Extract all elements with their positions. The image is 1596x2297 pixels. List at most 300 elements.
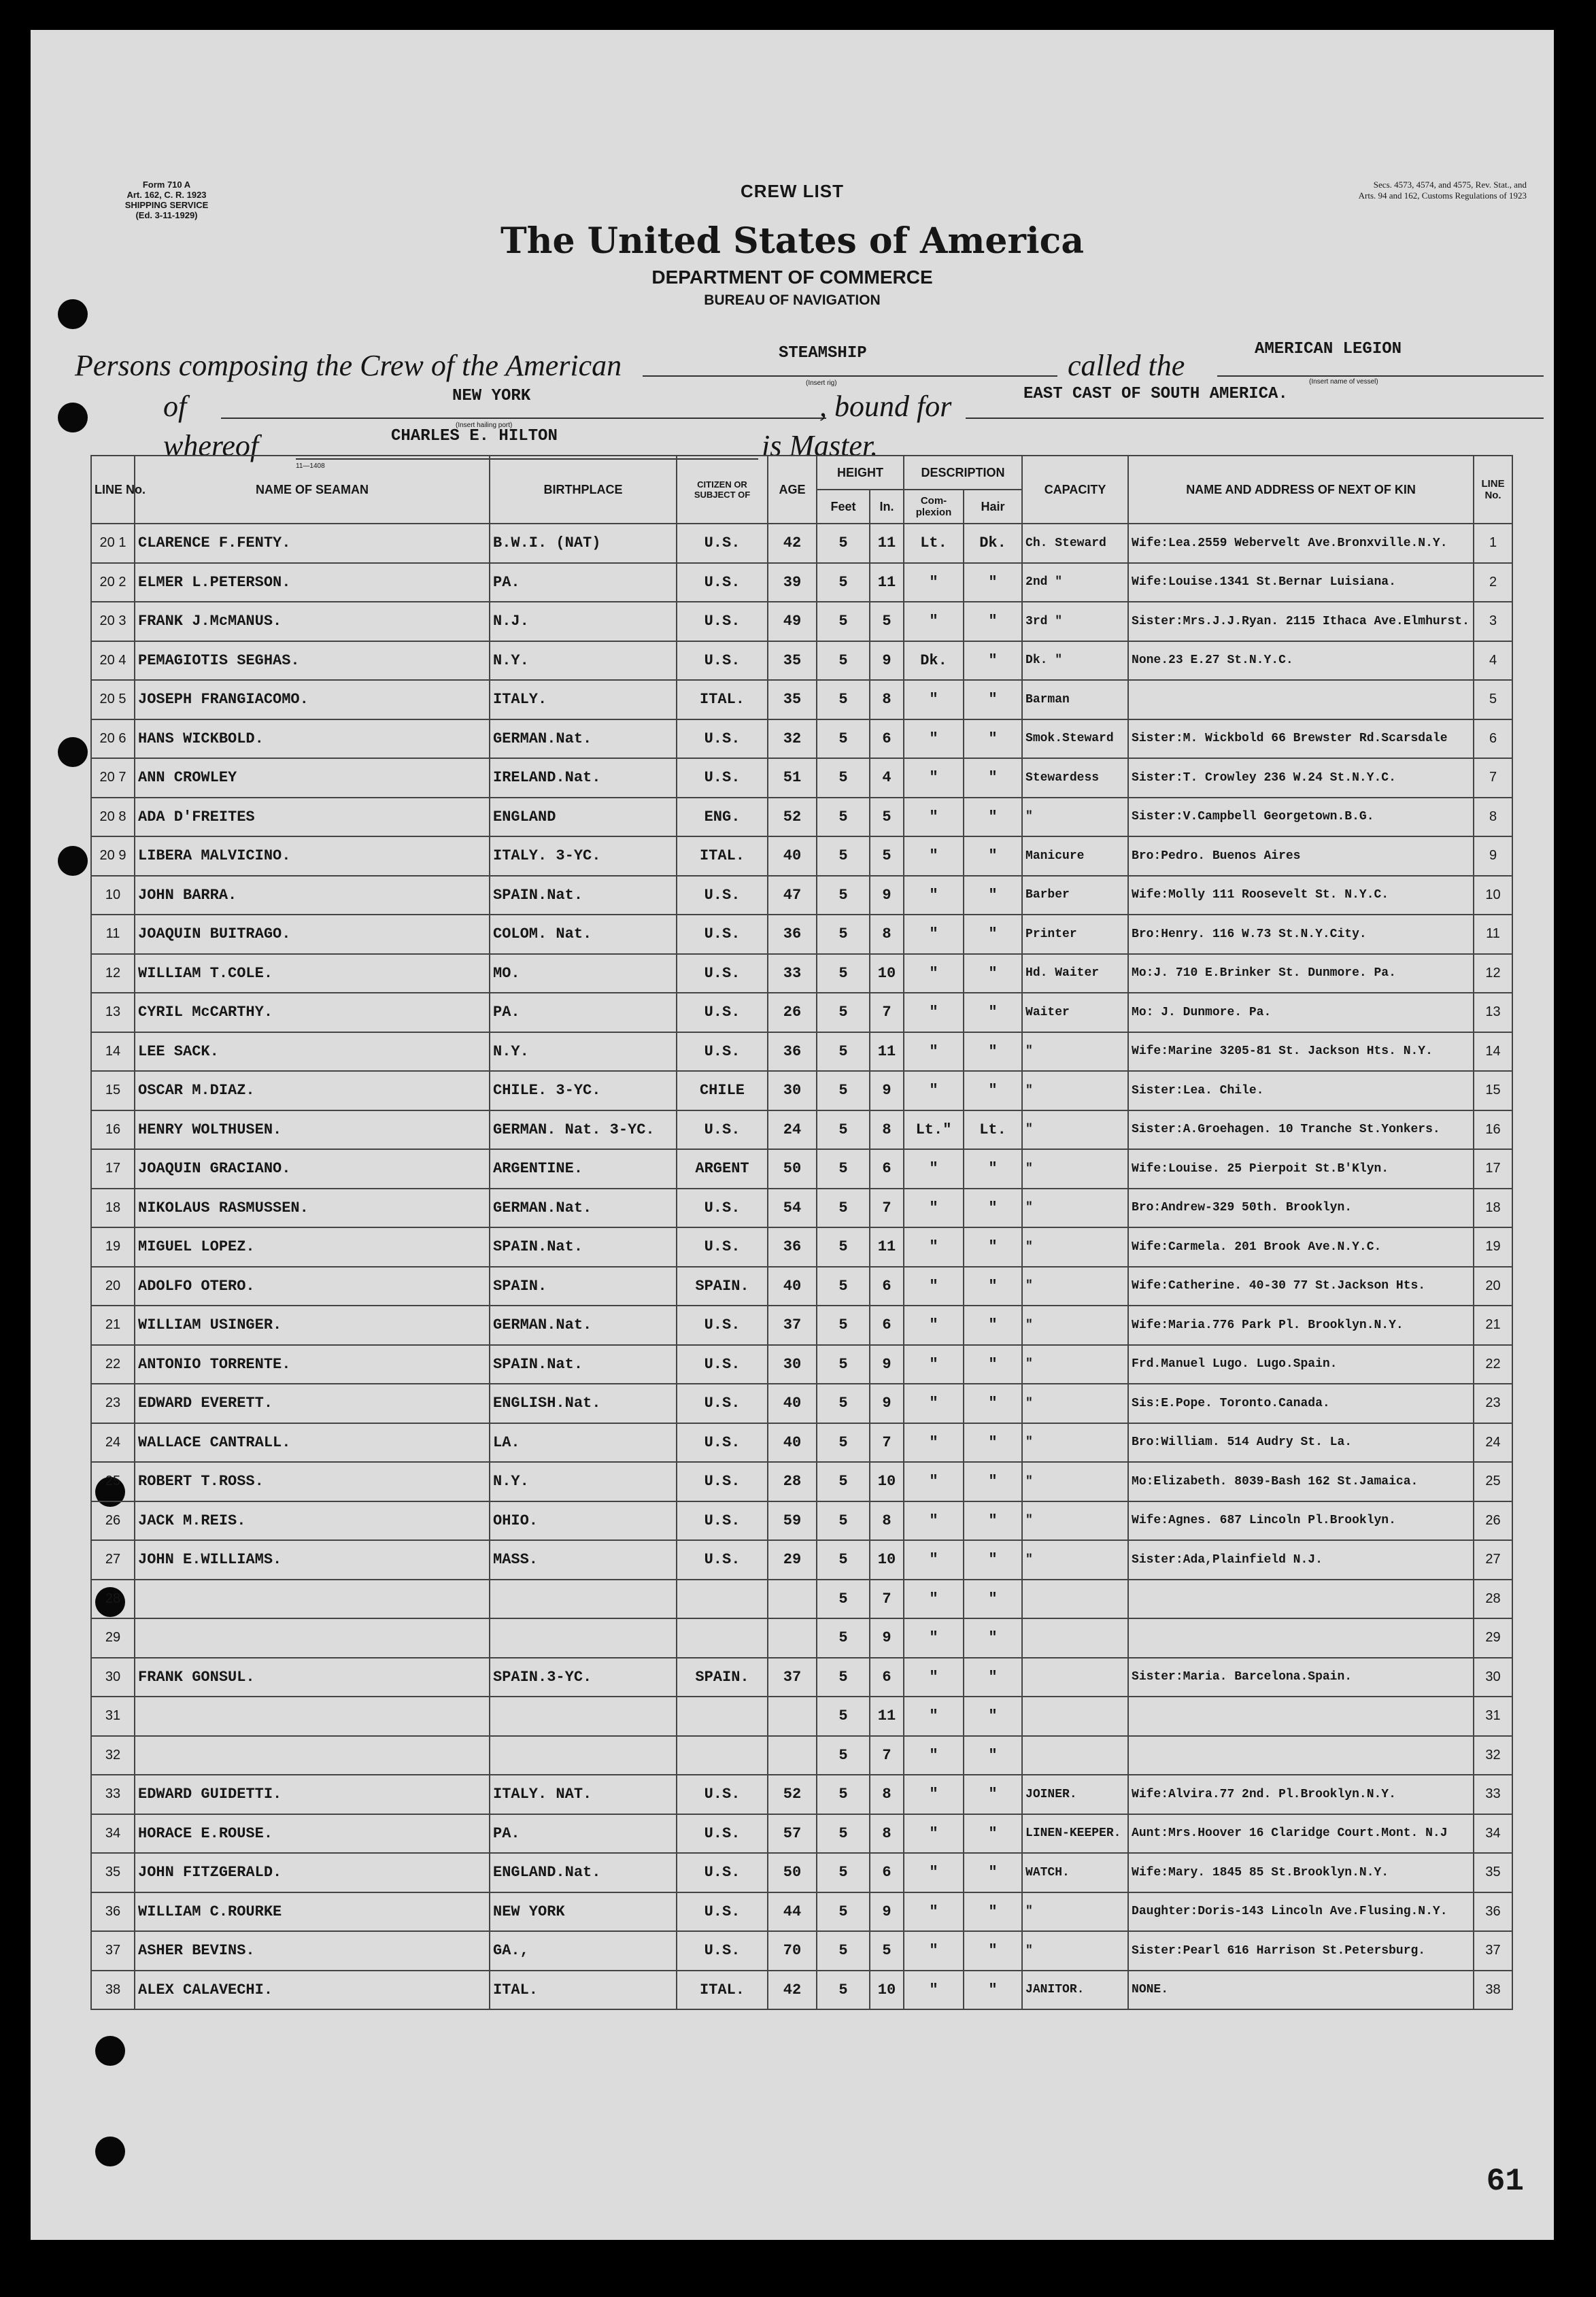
age: 52	[768, 798, 817, 837]
birthplace: ENGLAND	[490, 798, 677, 837]
line-number-right: 16	[1474, 1110, 1512, 1150]
citizenship	[677, 1736, 768, 1775]
height-inches: 10	[870, 954, 904, 993]
height-feet: 5	[817, 641, 870, 681]
hair: "	[964, 1071, 1022, 1110]
height-inches: 7	[870, 1736, 904, 1775]
line-number: 20 5	[91, 680, 135, 719]
height-inches: 7	[870, 1423, 904, 1463]
capacity: "	[1022, 1423, 1128, 1463]
birthplace: SPAIN.	[490, 1267, 677, 1306]
col-line-no: LINE No.	[91, 456, 135, 524]
birthplace: IRELAND.Nat.	[490, 758, 677, 798]
line-number: 17	[91, 1149, 135, 1189]
crew-row	[91, 836, 1512, 876]
seaman-name	[135, 1580, 490, 1619]
capacity: "	[1022, 1384, 1128, 1423]
age: 26	[768, 993, 817, 1032]
next-of-kin: Wife:Catherine. 40-30 77 St.Jackson Hts.	[1128, 1267, 1474, 1306]
hair: "	[964, 602, 1022, 641]
punch-hole	[58, 403, 88, 432]
hair: "	[964, 1931, 1022, 1971]
next-of-kin: Wife:Carmela. 201 Brook Ave.N.Y.C.	[1128, 1227, 1474, 1267]
hair: "	[964, 1345, 1022, 1384]
complexion: "	[904, 1892, 964, 1932]
height-feet: 5	[817, 1501, 870, 1541]
citizenship: U.S.	[677, 1306, 768, 1345]
hair: "	[964, 1032, 1022, 1072]
age	[768, 1618, 817, 1658]
seaman-name: JACK M.REIS.	[135, 1501, 490, 1541]
citizenship: SPAIN.	[677, 1267, 768, 1306]
hair: "	[964, 1736, 1022, 1775]
age: 30	[768, 1345, 817, 1384]
seaman-name: ADOLFO OTERO.	[135, 1267, 490, 1306]
citizenship: U.S.	[677, 719, 768, 759]
birthplace: SPAIN.Nat.	[490, 1345, 677, 1384]
complexion: "	[904, 1462, 964, 1501]
citizenship: U.S.	[677, 1423, 768, 1463]
age: 28	[768, 1462, 817, 1501]
seaman-name: HANS WICKBOLD.	[135, 719, 490, 759]
line-number-right: 8	[1474, 798, 1512, 837]
hair: "	[964, 1267, 1022, 1306]
complexion: "	[904, 1775, 964, 1814]
age: 29	[768, 1540, 817, 1580]
complexion: "	[904, 1501, 964, 1541]
line-number: 38	[91, 1971, 135, 2010]
complexion: "	[904, 1853, 964, 1892]
citizenship: U.S.	[677, 1110, 768, 1150]
col-citizen: CITIZEN OR SUBJECT OF	[677, 456, 768, 524]
capacity: "	[1022, 1892, 1128, 1932]
birthplace	[490, 1697, 677, 1736]
age: 40	[768, 1267, 817, 1306]
birthplace: NEW YORK	[490, 1892, 677, 1932]
hair: "	[964, 993, 1022, 1032]
height-feet: 5	[817, 1306, 870, 1345]
line-number-right: 12	[1474, 954, 1512, 993]
complexion: "	[904, 1071, 964, 1110]
line-number: 25	[91, 1462, 135, 1501]
next-of-kin: Sister:Lea. Chile.	[1128, 1071, 1474, 1110]
capacity: "	[1022, 798, 1128, 837]
seaman-name: ANN CROWLEY	[135, 758, 490, 798]
rig-value: STEAMSHIP	[779, 344, 867, 362]
birthplace: N.J.	[490, 602, 677, 641]
next-of-kin	[1128, 1697, 1474, 1736]
hair: "	[964, 1697, 1022, 1736]
birthplace: ITALY. 3-YC.	[490, 836, 677, 876]
citizenship: U.S.	[677, 1892, 768, 1932]
next-of-kin: Bro:Andrew-329 50th. Brooklyn.	[1128, 1189, 1474, 1228]
age: 40	[768, 836, 817, 876]
seaman-name: FRANK J.McMANUS.	[135, 602, 490, 641]
hair: "	[964, 954, 1022, 993]
height-inches: 6	[870, 1267, 904, 1306]
height-inches: 11	[870, 1697, 904, 1736]
complexion: "	[904, 1384, 964, 1423]
next-of-kin: NONE.	[1128, 1971, 1474, 2010]
complexion: "	[904, 876, 964, 915]
citizenship: U.S.	[677, 915, 768, 954]
punch-hole	[95, 2036, 125, 2066]
crew-row	[91, 1501, 1512, 1541]
citizenship: ITAL.	[677, 1971, 768, 2010]
seaman-name: LEE SACK.	[135, 1032, 490, 1072]
complexion: "	[904, 993, 964, 1032]
seaman-name: JOHN FITZGERALD.	[135, 1853, 490, 1892]
next-of-kin: Mo: J. Dunmore. Pa.	[1128, 993, 1474, 1032]
crew-row	[91, 602, 1512, 641]
next-of-kin: Sister:M. Wickbold 66 Brewster Rd.Scarsdale	[1128, 719, 1474, 759]
col-next-of-kin: NAME AND ADDRESS OF NEXT OF KIN	[1128, 456, 1474, 524]
height-feet: 5	[817, 1971, 870, 2010]
form-id: Form 710 A Art. 162, C. R. 1923 SHIPPING SERVICE (Ed. 3-11-1929)	[124, 180, 209, 220]
line-number: 20 2	[91, 563, 135, 602]
line-number-right: 22	[1474, 1345, 1512, 1384]
age: 49	[768, 602, 817, 641]
line-number-right: 11	[1474, 915, 1512, 954]
capacity: JANITOR.	[1022, 1971, 1128, 2010]
height-feet: 5	[817, 798, 870, 837]
hair: Dk.	[964, 524, 1022, 563]
crew-row	[91, 954, 1512, 993]
height-inches: 10	[870, 1540, 904, 1580]
birthplace: N.Y.	[490, 1462, 677, 1501]
citizenship: U.S.	[677, 641, 768, 681]
seaman-name: NIKOLAUS RASMUSSEN.	[135, 1189, 490, 1228]
next-of-kin: Wife:Louise. 25 Pierpoit St.B'Klyn.	[1128, 1149, 1474, 1189]
citizenship: U.S.	[677, 1227, 768, 1267]
birthplace	[490, 1736, 677, 1775]
complexion: "	[904, 1267, 964, 1306]
hair: "	[964, 1306, 1022, 1345]
seaman-name: ROBERT T.ROSS.	[135, 1462, 490, 1501]
age: 35	[768, 680, 817, 719]
whereof-label: whereof	[163, 429, 259, 462]
seaman-name	[135, 1618, 490, 1658]
height-inches: 9	[870, 1892, 904, 1932]
height-inches: 9	[870, 1345, 904, 1384]
capacity: 2nd "	[1022, 563, 1128, 602]
crew-row	[91, 1345, 1512, 1384]
age: 50	[768, 1853, 817, 1892]
seaman-name: EDWARD EVERETT.	[135, 1384, 490, 1423]
capacity: Dk. "	[1022, 641, 1128, 681]
citizenship: U.S.	[677, 1540, 768, 1580]
seaman-name: ANTONIO TORRENTE.	[135, 1345, 490, 1384]
complexion: "	[904, 798, 964, 837]
capacity: Manicure	[1022, 836, 1128, 876]
age: 47	[768, 876, 817, 915]
age: 57	[768, 1814, 817, 1854]
seaman-name: JOAQUIN GRACIANO.	[135, 1149, 490, 1189]
age: 36	[768, 1227, 817, 1267]
complexion: "	[904, 1814, 964, 1854]
complexion: "	[904, 563, 964, 602]
col-birthplace: BIRTHPLACE	[490, 456, 677, 524]
citizenship: U.S.	[677, 524, 768, 563]
birthplace: PA.	[490, 563, 677, 602]
line-number-right: 34	[1474, 1814, 1512, 1854]
height-inches: 6	[870, 719, 904, 759]
crew-row	[91, 1658, 1512, 1697]
crew-list-sheet	[31, 30, 1554, 2240]
hailing-port: NEW YORK	[452, 387, 531, 405]
height-feet: 5	[817, 524, 870, 563]
crew-row	[91, 1736, 1512, 1775]
line-number-right: 4	[1474, 641, 1512, 681]
line-number: 31	[91, 1697, 135, 1736]
age: 40	[768, 1384, 817, 1423]
next-of-kin: Mo:Elizabeth. 8039-Bash 162 St.Jamaica.	[1128, 1462, 1474, 1501]
citizenship: U.S.	[677, 1931, 768, 1971]
hair: "	[964, 1189, 1022, 1228]
line-number-right: 2	[1474, 563, 1512, 602]
height-inches: 9	[870, 1618, 904, 1658]
hair: "	[964, 719, 1022, 759]
crew-row	[91, 524, 1512, 563]
birthplace: MASS.	[490, 1540, 677, 1580]
line-number: 20 6	[91, 719, 135, 759]
line-number-right: 38	[1474, 1971, 1512, 2010]
complexion: "	[904, 1227, 964, 1267]
punch-hole	[58, 737, 88, 767]
height-feet: 5	[817, 1814, 870, 1854]
citizenship: U.S.	[677, 993, 768, 1032]
citizenship: SPAIN.	[677, 1658, 768, 1697]
crew-row	[91, 876, 1512, 915]
master-name: CHARLES E. HILTON	[391, 427, 558, 445]
hair: "	[964, 1775, 1022, 1814]
seaman-name: OSCAR M.DIAZ.	[135, 1071, 490, 1110]
height-inches: 6	[870, 1853, 904, 1892]
capacity: "	[1022, 1345, 1128, 1384]
seaman-name	[135, 1736, 490, 1775]
height-inches: 5	[870, 1931, 904, 1971]
seaman-name: WALLACE CANTRALL.	[135, 1423, 490, 1463]
seaman-name: WILLIAM T.COLE.	[135, 954, 490, 993]
capacity: WATCH.	[1022, 1853, 1128, 1892]
height-feet: 5	[817, 1775, 870, 1814]
hair: "	[964, 1384, 1022, 1423]
capacity: Hd. Waiter	[1022, 954, 1128, 993]
citizenship	[677, 1697, 768, 1736]
line-number: 19	[91, 1227, 135, 1267]
seaman-name: FRANK GONSUL.	[135, 1658, 490, 1697]
birthplace: B.W.I. (NAT)	[490, 524, 677, 563]
citizenship	[677, 1580, 768, 1619]
line-number-right: 1	[1474, 524, 1512, 563]
line-number: 26	[91, 1501, 135, 1541]
birthplace: MO.	[490, 954, 677, 993]
age: 54	[768, 1189, 817, 1228]
height-feet: 5	[817, 1892, 870, 1932]
line-number: 32	[91, 1736, 135, 1775]
complexion: "	[904, 1580, 964, 1619]
height-inches: 8	[870, 1814, 904, 1854]
called-the-label: called the	[1068, 349, 1185, 382]
seaman-name: ELMER L.PETERSON.	[135, 563, 490, 602]
capacity: Waiter	[1022, 993, 1128, 1032]
line-number-right: 24	[1474, 1423, 1512, 1463]
seaman-name: MIGUEL LOPEZ.	[135, 1227, 490, 1267]
crew-row	[91, 680, 1512, 719]
citizenship: U.S.	[677, 758, 768, 798]
citizenship	[677, 1618, 768, 1658]
birthplace: SPAIN.Nat.	[490, 1227, 677, 1267]
seaman-name: JOAQUIN BUITRAGO.	[135, 915, 490, 954]
age: 39	[768, 563, 817, 602]
height-inches: 5	[870, 798, 904, 837]
line-number: 30	[91, 1658, 135, 1697]
line-number: 28	[91, 1580, 135, 1619]
next-of-kin: Sister:T. Crowley 236 W.24 St.N.Y.C.	[1128, 758, 1474, 798]
capacity	[1022, 1658, 1128, 1697]
complexion: "	[904, 1032, 964, 1072]
age: 42	[768, 524, 817, 563]
complexion: "	[904, 1189, 964, 1228]
birthplace: ENGLAND.Nat.	[490, 1853, 677, 1892]
height-feet: 5	[817, 1853, 870, 1892]
rig-underline	[643, 375, 1057, 377]
height-feet: 5	[817, 1345, 870, 1384]
birthplace: ITALY. NAT.	[490, 1775, 677, 1814]
complexion: "	[904, 1931, 964, 1971]
hair: Lt.	[964, 1110, 1022, 1150]
vessel-name: AMERICAN LEGION	[1255, 340, 1402, 358]
col-line-no-right: LINE No.	[1474, 456, 1512, 524]
crew-row	[91, 1423, 1512, 1463]
col-capacity: CAPACITY	[1022, 456, 1128, 524]
birthplace: PA.	[490, 1814, 677, 1854]
line-number: 20 7	[91, 758, 135, 798]
crew-row	[91, 1775, 1512, 1814]
line-number-right: 23	[1474, 1384, 1512, 1423]
line-number-right: 20	[1474, 1267, 1512, 1306]
citizenship: U.S.	[677, 1384, 768, 1423]
next-of-kin: Wife:Molly 111 Roosevelt St. N.Y.C.	[1128, 876, 1474, 915]
line-number-right: 25	[1474, 1462, 1512, 1501]
age: 59	[768, 1501, 817, 1541]
height-inches: 8	[870, 1775, 904, 1814]
page-number: 61	[1486, 2164, 1524, 2199]
seaman-name: JOHN BARRA.	[135, 876, 490, 915]
seaman-name: HENRY WOLTHUSEN.	[135, 1110, 490, 1150]
crew-row	[91, 1110, 1512, 1150]
crew-row	[91, 1971, 1512, 2010]
next-of-kin: Bro:Henry. 116 W.73 St.N.Y.City.	[1128, 915, 1474, 954]
line-number-right: 30	[1474, 1658, 1512, 1697]
line-number: 22	[91, 1345, 135, 1384]
of-label: of	[163, 390, 187, 423]
col-complexion: Com-plexion	[904, 490, 964, 524]
capacity: "	[1022, 1071, 1128, 1110]
birthplace: ENGLISH.Nat.	[490, 1384, 677, 1423]
col-name: NAME OF SEAMAN	[135, 456, 490, 524]
complexion: "	[904, 1306, 964, 1345]
col-hair: Hair	[964, 490, 1022, 524]
complexion: "	[904, 719, 964, 759]
birthplace: GERMAN. Nat. 3-YC.	[490, 1110, 677, 1150]
height-feet: 5	[817, 1384, 870, 1423]
crew-row	[91, 993, 1512, 1032]
capacity: "	[1022, 1189, 1128, 1228]
height-inches: 9	[870, 1071, 904, 1110]
citizenship: U.S.	[677, 1775, 768, 1814]
height-inches: 8	[870, 915, 904, 954]
destination: EAST CAST OF SOUTH AMERICA.	[1023, 385, 1288, 403]
height-feet: 5	[817, 1071, 870, 1110]
next-of-kin: Sister:V.Campbell Georgetown.B.G.	[1128, 798, 1474, 837]
age: 32	[768, 719, 817, 759]
age: 37	[768, 1306, 817, 1345]
birthplace: OHIO.	[490, 1501, 677, 1541]
line-number: 12	[91, 954, 135, 993]
seaman-name: EDWARD GUIDETTI.	[135, 1775, 490, 1814]
height-feet: 5	[817, 602, 870, 641]
complexion: "	[904, 1423, 964, 1463]
line-number-right: 26	[1474, 1501, 1512, 1541]
height-inches: 11	[870, 563, 904, 602]
height-inches: 6	[870, 1149, 904, 1189]
hair: "	[964, 1892, 1022, 1932]
hair: "	[964, 641, 1022, 681]
height-feet: 5	[817, 1540, 870, 1580]
hair: "	[964, 836, 1022, 876]
crew-row	[91, 1384, 1512, 1423]
birthplace: SPAIN.Nat.	[490, 876, 677, 915]
birthplace: SPAIN.3-YC.	[490, 1658, 677, 1697]
height-feet: 5	[817, 1227, 870, 1267]
citizenship: U.S.	[677, 1462, 768, 1501]
next-of-kin: Sis:E.Pope. Toronto.Canada.	[1128, 1384, 1474, 1423]
crew-row	[91, 1149, 1512, 1189]
line-number-right: 32	[1474, 1736, 1512, 1775]
height-feet: 5	[817, 1267, 870, 1306]
seaman-name: ADA D'FREITES	[135, 798, 490, 837]
age: 30	[768, 1071, 817, 1110]
department-heading: DEPARTMENT OF COMMERCE	[651, 267, 933, 288]
next-of-kin: Aunt:Mrs.Hoover 16 Claridge Court.Mont. N.J	[1128, 1814, 1474, 1854]
hair: "	[964, 563, 1022, 602]
complexion: "	[904, 602, 964, 641]
height-feet: 5	[817, 1931, 870, 1971]
age: 42	[768, 1971, 817, 2010]
citizenship: CHILE	[677, 1071, 768, 1110]
height-feet: 5	[817, 836, 870, 876]
next-of-kin: Sister:Pearl 616 Harrison St.Petersburg.	[1128, 1931, 1474, 1971]
age: 35	[768, 641, 817, 681]
line-number: 20 3	[91, 602, 135, 641]
age: 36	[768, 1032, 817, 1072]
is-master-label: is Master.	[762, 429, 879, 462]
birthplace: N.Y.	[490, 1032, 677, 1072]
line-number: 21	[91, 1306, 135, 1345]
capacity: "	[1022, 1032, 1128, 1072]
line-number-right: 33	[1474, 1775, 1512, 1814]
height-feet: 5	[817, 563, 870, 602]
line-number: 20 1	[91, 524, 135, 563]
height-inches: 8	[870, 680, 904, 719]
capacity: "	[1022, 1267, 1128, 1306]
next-of-kin: Bro:William. 514 Audry St. La.	[1128, 1423, 1474, 1463]
crew-row	[91, 1462, 1512, 1501]
next-of-kin: Mo:J. 710 E.Brinker St. Dunmore. Pa.	[1128, 954, 1474, 993]
line-number-right: 14	[1474, 1032, 1512, 1072]
line-number-right: 19	[1474, 1227, 1512, 1267]
